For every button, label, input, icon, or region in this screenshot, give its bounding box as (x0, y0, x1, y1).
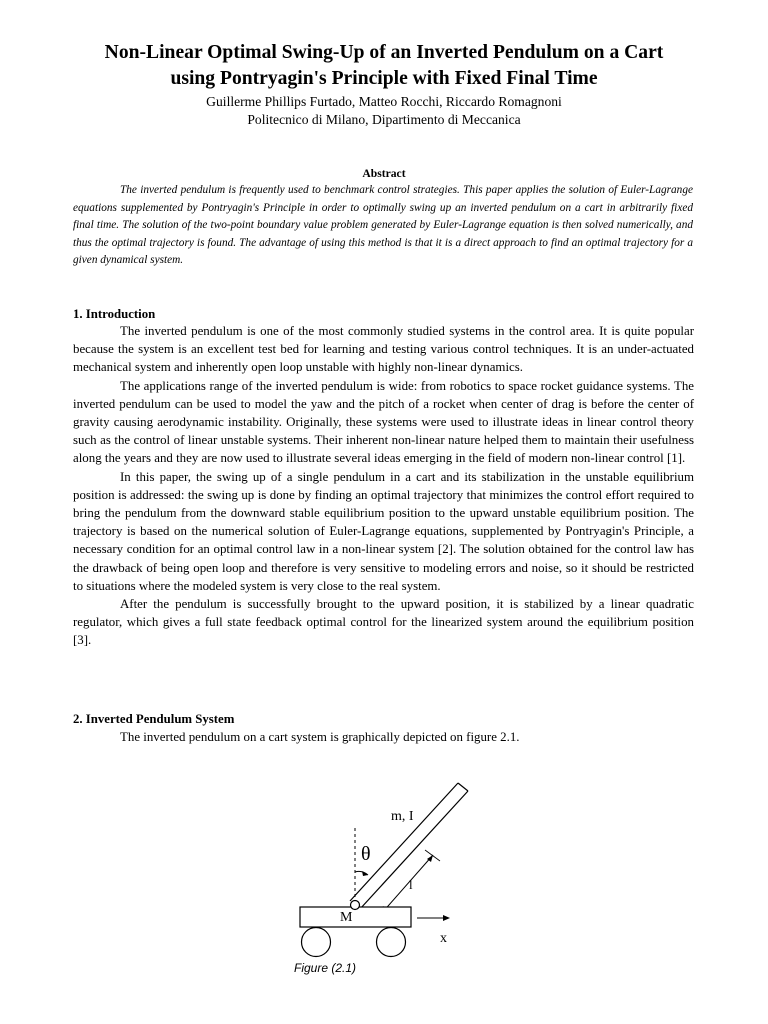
authors: Guillerme Phillips Furtado, Matteo Rocchi, Riccardo Romagnoni (206, 94, 562, 109)
paragraph: The inverted pendulum is one of the most commonly studied systems in the control area. It is quite popular because the system is an excellent test bed for learning and testing various control techniques. It is an under-actuated mechanical system and inherently open loop unstable with highly non-linear dynamics. (73, 324, 694, 375)
length-extension-tick (425, 850, 440, 861)
paragraph: In this paper, the swing up of a single pendulum in a cart and its stabilization in the unstable equilibrium position is addressed: the swing up is done by finding an optimal trajectory that minimizes the control effort required to bring the pendulum from the downward stable equilibrium position to the upward unstable equilibrium position. The trajectory is based on the numerical solution of Euler-Lagrange equations, supplemented by Pontryagin's Principle, a necessary condition for an optimal control law in a non-linear system [2]. The solution obtained for the control law has the drawback of being open loop and therefore is very sensitive to modeling errors and noise, so it should be restricted to situations where the modeled system is very close to the real system. (73, 469, 694, 593)
paragraph: The applications range of the inverted pendulum is wide: from robotics to space rocket guidance systems. The inverted pendulum can be used to model the yaw and the pitch of a rocket when center of drag is before the center of gravity causing aerodynamic instability. Originally, these systems were used to illustrate ideas in linear control theory such as the control of linear unstable systems. Their inherent non-linear nature helped them to maintain their usefulness along the years and they are now used to illustrate several ideas emerging in the field of modern non-linear control [1]. (73, 378, 694, 466)
x-arrowhead (443, 915, 450, 921)
cart-mass-label: M (340, 910, 353, 925)
title-line-2: using Pontryagin's Principle with Fixed Final Time (170, 68, 598, 89)
length-label: l (409, 877, 413, 892)
section-heading-introduction: 1. Introduction (73, 307, 156, 321)
x-axis-label: x (440, 931, 447, 946)
cart-wheel-right (377, 928, 406, 957)
length-dimension-line (381, 855, 433, 914)
theta-label: θ (361, 843, 371, 865)
pivot-joint (351, 901, 360, 910)
title-line-1: Non-Linear Optimal Swing-Up of an Inverted Pendulum on a Cart (104, 42, 664, 63)
abstract-heading: Abstract (362, 167, 406, 180)
abstract-text: The inverted pendulum is frequently used to benchmark control strategies. This paper applies the solution of Euler-Lagrange equations supplemented by Pontryagin's Principle in order to optimally swing up an inverted pendulum on a cart in arbitrarily fixed final time. The solution of the two-point boundary value problem generated by Euler-Lagrange equation is then solved numerically, and thus the optimal trajectory is found. The advantage of using this method is that it is a direct approach to find an optimal trajectory for a given dynamical system. (73, 184, 693, 267)
paragraph: The inverted pendulum on a cart system is graphically depicted on figure 2.1. (120, 730, 520, 744)
cart-wheel-left (302, 928, 331, 957)
theta-arrowhead (362, 871, 368, 876)
affiliation: Politecnico di Milano, Dipartimento di Meccanica (247, 112, 521, 127)
mass-inertia-label: m, I (391, 809, 414, 824)
section-heading-system: 2. Inverted Pendulum System (73, 712, 235, 726)
paragraph: After the pendulum is successfully brought to the upward position, it is stabilized by a linear quadratic regulator, which gives a full state feedback optimal control for the linearized system around the equilibrium position [3]. (73, 597, 694, 648)
figure-caption: Figure (2.1) (294, 961, 357, 975)
